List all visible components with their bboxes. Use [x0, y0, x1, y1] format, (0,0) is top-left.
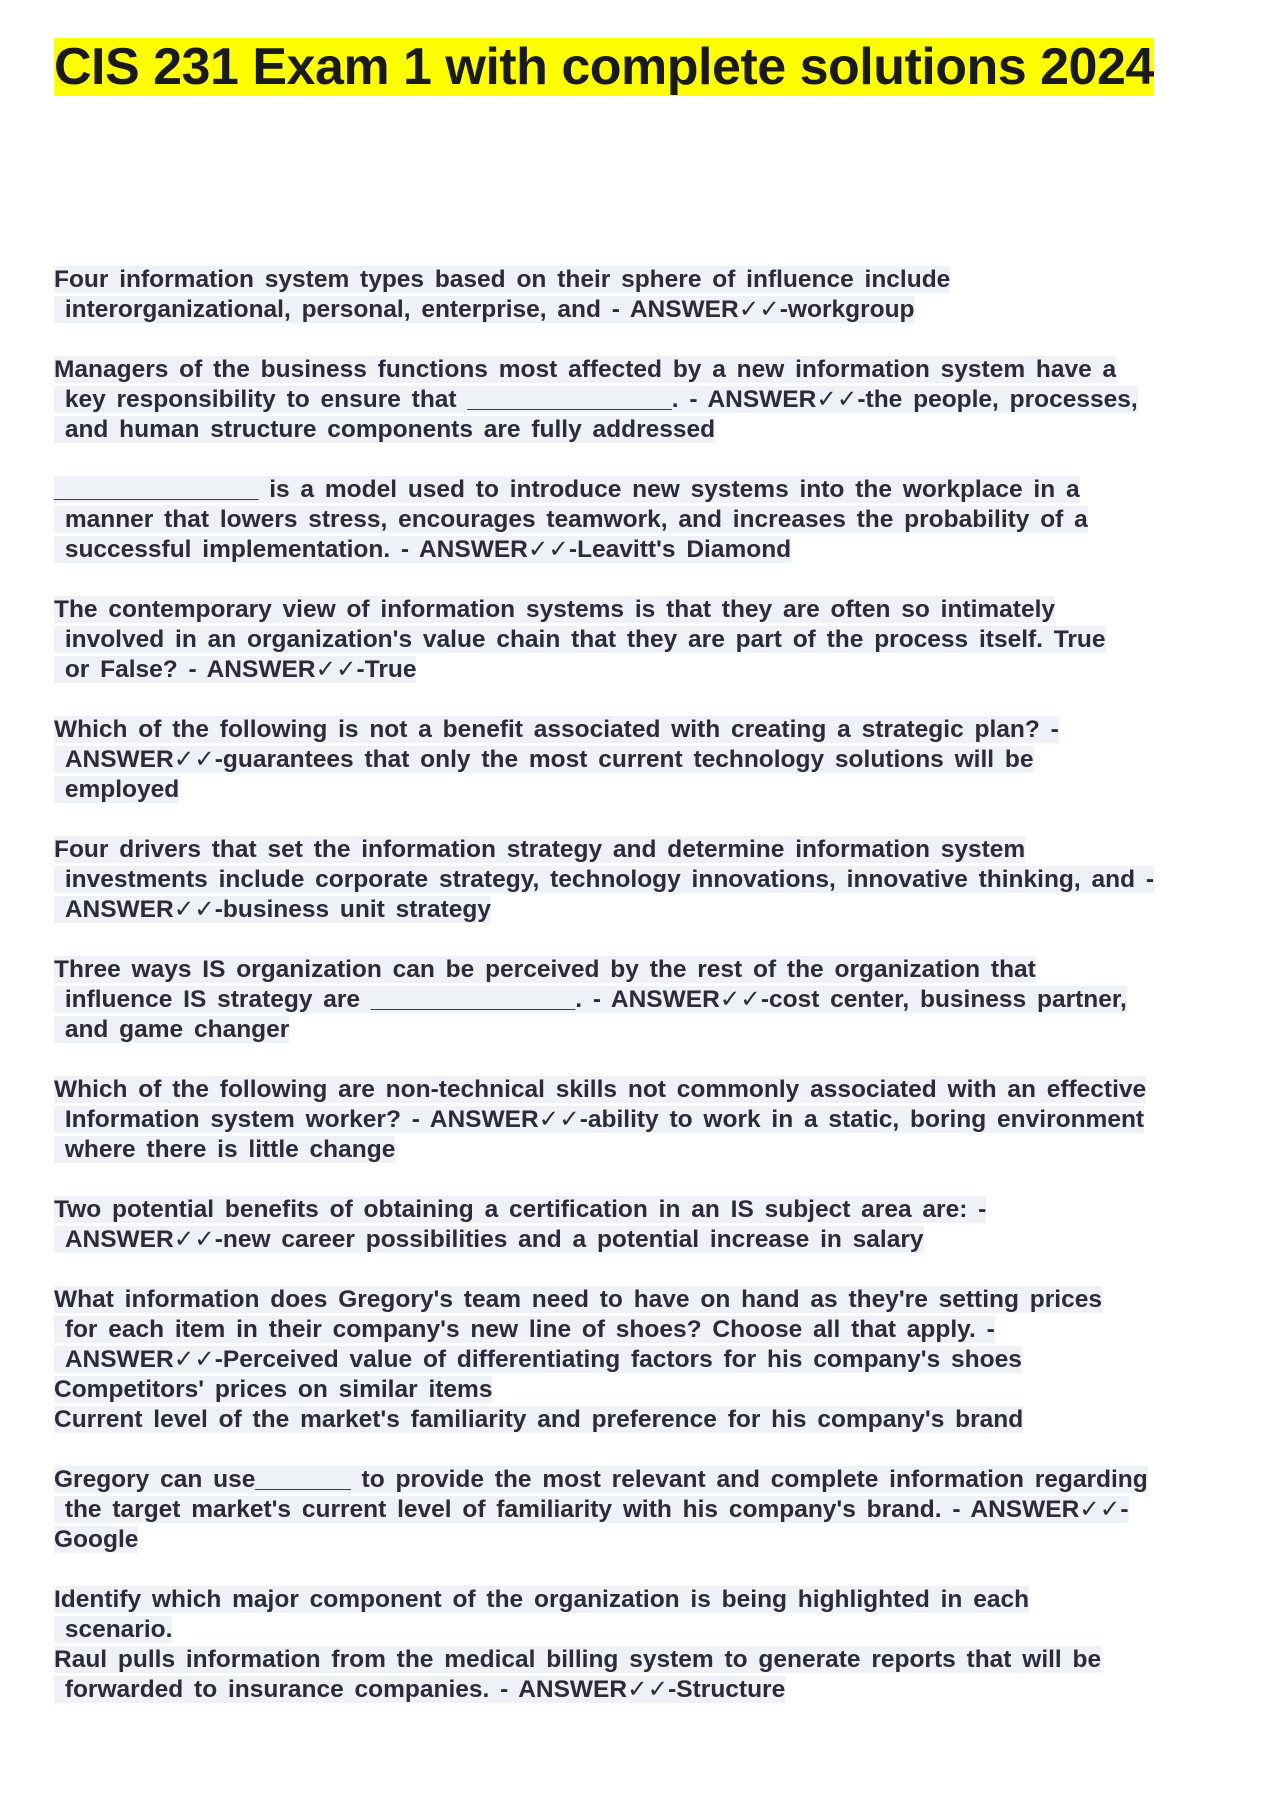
qa-entry [54, 265, 1244, 325]
qa-entry-text: Four information system types based on their sphere of influence include interorganizational, personal, enterprise, and - ANSWER✓✓-workgroup [54, 266, 951, 323]
qa-entry [54, 1465, 1244, 1555]
qa-entry [54, 1585, 1244, 1705]
title-highlight: CIS 231 Exam 1 with complete solutions 2024 [54, 38, 1154, 96]
qa-entry-text: Which of the following are non-technical skills not commonly associated with an effective Information system worker? - ANSWER✓✓-ability to work in a static, boring environment where there is little change [54, 1076, 1147, 1163]
qa-entry-text: Two potential benefits of obtaining a certification in an IS subject area are: - ANSWER✓✓-new career possibilities and a potential increase in salary [54, 1196, 987, 1253]
document-title [54, 34, 1154, 100]
qa-entry [54, 355, 1244, 445]
qa-entry [54, 1285, 1244, 1435]
qa-entry [54, 1195, 1244, 1255]
qa-entry-text: Three ways IS organization can be perceived by the rest of the organization that influence IS strategy are _______________. - ANSWER✓✓-cost center, business partner, and game changer [54, 956, 1127, 1043]
qa-entry [54, 475, 1244, 565]
qa-entry [54, 595, 1244, 685]
qa-entry-text: _______________ is a model used to introduce new systems into the workplace in a manner that lowers stress, encourages teamwork, and increases the probability of a successful implementation. - ANSWER✓✓-Leavitt's Diamond [54, 476, 1088, 563]
qa-entry [54, 1075, 1244, 1165]
qa-entry [54, 715, 1244, 805]
qa-entry-text: Which of the following is not a benefit associated with creating a strategic plan? - ANSWER✓✓-guarantees that only the most current technology solutions will be employed [54, 716, 1059, 803]
qa-list [54, 265, 1244, 1735]
qa-entry [54, 955, 1244, 1045]
qa-entry-text: What information does Gregory's team need to have on hand as they're setting prices for each item in their company's new line of shoes? Choose all that apply. - ANSWER✓✓-Perceived value of differentiating factors for his company's shoes Competitors' prices on similar items Current level of the market's familiarity and preference for his company's brand [54, 1286, 1102, 1433]
qa-entry-text: The contemporary view of information systems is that they are often so intimately involved in an organization's value chain that they are part of the process itself. True or False? - ANSWER✓✓-True [54, 596, 1106, 683]
qa-entry [54, 835, 1244, 925]
qa-entry-text: Managers of the business functions most affected by a new information system have a key responsibility to ensure that _______________. - ANSWER✓✓-the people, processes, and human structure components are fully addressed [54, 356, 1138, 443]
qa-entry-text: Four drivers that set the information strategy and determine information system investments include corporate strategy, technology innovations, innovative thinking, and - ANSWER✓✓-business unit strategy [54, 836, 1155, 923]
qa-entry-text: Gregory can use_______ to provide the most relevant and complete information regarding the target market's current level of familiarity with his company's brand. - ANSWER✓✓- Google [54, 1466, 1148, 1553]
qa-entry-text: Identify which major component of the organization is being highlighted in each scenario. Raul pulls information from the medical billing system to generate reports that will be forwarded to insurance companies. - ANSWER✓✓-Structure [54, 1586, 1102, 1703]
